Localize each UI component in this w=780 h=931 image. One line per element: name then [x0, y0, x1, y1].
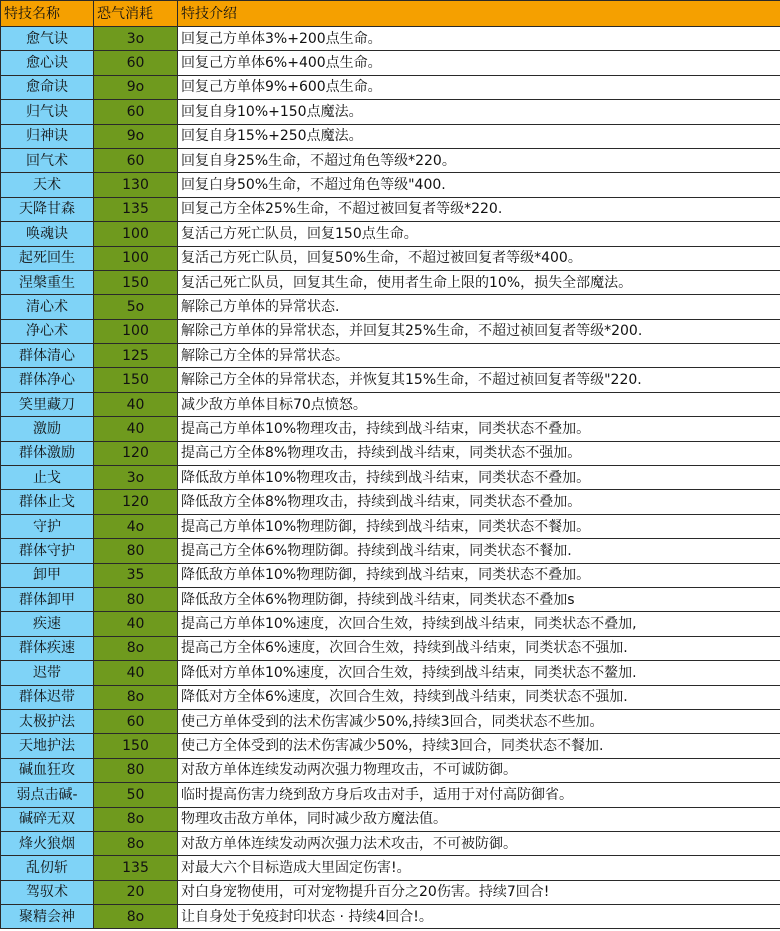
rage-cost-cell: 100: [94, 222, 178, 246]
table-body: [1, 27, 780, 929]
skill-description-cell: 复活己方死亡队员，回复50%生命，不超过被回复者等级*400。: [178, 246, 780, 270]
rage-cost-cell: 80: [94, 539, 178, 563]
table-row: [1, 807, 780, 831]
skill-description-cell: 降低对方单体10%速度，次回合生效，持续到战斗结束，同类状态不鳌加.: [178, 661, 780, 685]
skill-name-cell: 回气术: [1, 148, 94, 172]
rage-cost-cell: 125: [94, 344, 178, 368]
skill-description-cell: 回复己方单体9%+600点生命。: [178, 75, 780, 99]
skill-name-cell: 碱碎无双: [1, 807, 94, 831]
skill-name-cell: 群体守护: [1, 539, 94, 563]
skill-name-cell: 群体止戈: [1, 490, 94, 514]
rage-cost-cell: 80: [94, 758, 178, 782]
table-row: [1, 709, 780, 733]
skill-description-cell: 回复己方单体3%+200点生命。: [178, 27, 780, 51]
rage-cost-cell: 4o: [94, 514, 178, 538]
rage-cost-cell: 60: [94, 148, 178, 172]
table-row: [1, 539, 780, 563]
table-row: [1, 514, 780, 538]
rage-cost-cell: 100: [94, 319, 178, 343]
table-row: [1, 75, 780, 99]
skill-description-cell: 提高己方全体6%物理防御。持续到战斗结束，同类状态不餐加.: [178, 539, 780, 563]
skill-name-cell: 群体净心: [1, 368, 94, 392]
table-row: [1, 392, 780, 416]
skill-name-cell: 烽火狼烟: [1, 831, 94, 855]
rage-cost-cell: 5o: [94, 295, 178, 319]
rage-cost-cell: 8o: [94, 905, 178, 929]
table-row: [1, 222, 780, 246]
rage-cost-cell: 150: [94, 734, 178, 758]
rage-cost-cell: 80: [94, 587, 178, 611]
table-row: [1, 197, 780, 221]
rage-cost-cell: 8o: [94, 807, 178, 831]
rage-cost-cell: 120: [94, 441, 178, 465]
skill-description-cell: 回复自身10%+150点魔法。: [178, 100, 780, 124]
rage-cost-cell: 135: [94, 856, 178, 880]
skill-description-cell: 解除己方全体的异常状态，并恢复其15%生命，不超过祯回复者等级"220.: [178, 368, 780, 392]
rage-cost-cell: 8o: [94, 636, 178, 660]
table-row: [1, 246, 780, 270]
rage-cost-cell: 3o: [94, 27, 178, 51]
skill-description-cell: 降低敌方单体10%物理攻击，持续到战斗结束，同类状态不叠加。: [178, 466, 780, 490]
skill-description-cell: 提高己方单体10%物理防御，持续到战斗结束，同类状态不餐加。: [178, 514, 780, 538]
table-row: [1, 636, 780, 660]
table-row: [1, 831, 780, 855]
table-row: [1, 124, 780, 148]
table-row: [1, 417, 780, 441]
skill-name-cell: 笑里藏刀: [1, 392, 94, 416]
header-skill-name: 特技名称: [1, 1, 94, 27]
rage-cost-cell: 8o: [94, 831, 178, 855]
skill-description-cell: 复活己方死亡队员，回复150点生命。: [178, 222, 780, 246]
skill-description-cell: 对敌方单体连续发动两次强力法术攻击，不可被防御。: [178, 831, 780, 855]
skill-name-cell: 群体激励: [1, 441, 94, 465]
skill-name-cell: 愈气诀: [1, 27, 94, 51]
rage-cost-cell: 60: [94, 709, 178, 733]
skill-name-cell: 止戈: [1, 466, 94, 490]
skill-name-cell: 天降甘森: [1, 197, 94, 221]
table-row: [1, 563, 780, 587]
skill-name-cell: 太极护法: [1, 709, 94, 733]
skill-name-cell: 群体清心: [1, 344, 94, 368]
rage-cost-cell: 130: [94, 173, 178, 197]
skill-name-cell: 清心术: [1, 295, 94, 319]
rage-cost-cell: 9o: [94, 124, 178, 148]
header-rage-cost: 恐气消耗: [94, 1, 178, 27]
skill-description-cell: 解除己方全体的异常状态。: [178, 344, 780, 368]
skill-name-cell: 涅槃重生: [1, 270, 94, 294]
rage-cost-cell: 40: [94, 392, 178, 416]
skill-description-cell: 解除己方单体的异常状态.: [178, 295, 780, 319]
table-row: [1, 490, 780, 514]
skill-description-cell: 回复己方全体25%生命，不超过被回复者等级*220.: [178, 197, 780, 221]
skill-description-cell: 提高己方单体10%速度，次回合生效，持续到战斗结束，同类状态不叠加,: [178, 612, 780, 636]
table-row: [1, 612, 780, 636]
skill-description-cell: 降低敌方全体6%物理防御，持续到战斗结束，同类状态不叠加s: [178, 587, 780, 611]
header-skill-description: 特技介绍: [178, 1, 780, 27]
header-row: [1, 1, 780, 27]
rage-cost-cell: 135: [94, 197, 178, 221]
skill-name-cell: 天术: [1, 173, 94, 197]
rage-cost-cell: 150: [94, 368, 178, 392]
skill-description-cell: 减少敌方单体目标70点愤怒。: [178, 392, 780, 416]
rage-cost-cell: 60: [94, 100, 178, 124]
table-row: [1, 587, 780, 611]
skill-name-cell: 归神诀: [1, 124, 94, 148]
table-row: [1, 344, 780, 368]
skill-name-cell: 守护: [1, 514, 94, 538]
rage-cost-cell: 40: [94, 612, 178, 636]
table-row: [1, 51, 780, 75]
table-row: [1, 880, 780, 904]
rage-cost-cell: 120: [94, 490, 178, 514]
rage-cost-cell: 50: [94, 783, 178, 807]
rage-cost-cell: 150: [94, 270, 178, 294]
skill-description-cell: 提高己方全体6%速度，次回合生效，持续到战斗结束，同类状态不强加.: [178, 636, 780, 660]
skill-name-cell: 卸甲: [1, 563, 94, 587]
table-row: [1, 173, 780, 197]
skill-name-cell: 净心术: [1, 319, 94, 343]
skill-description-cell: 让自身处于免疫封印状态 · 持续4回合!。: [178, 905, 780, 929]
skill-name-cell: 碱血狂攻: [1, 758, 94, 782]
skill-name-cell: 愈命诀: [1, 75, 94, 99]
skill-name-cell: 天地护法: [1, 734, 94, 758]
skill-name-cell: 迟带: [1, 661, 94, 685]
skill-name-cell: 起死回生: [1, 246, 94, 270]
skill-name-cell: 疾速: [1, 612, 94, 636]
rage-cost-cell: 60: [94, 51, 178, 75]
rage-cost-cell: 9o: [94, 75, 178, 99]
table-row: [1, 856, 780, 880]
skill-description-cell: 对敌方单体连续发动两次强力物理攻击，不可诚防御。: [178, 758, 780, 782]
skill-description-cell: 回复自身25%生命，不超过角色等级*220。: [178, 148, 780, 172]
skill-description-cell: 复活己死亡队员，回复其生命，使用者生命上限的10%，损失全部魔法。: [178, 270, 780, 294]
rage-cost-cell: 8o: [94, 685, 178, 709]
skill-name-cell: 群体迟带: [1, 685, 94, 709]
skill-name-cell: 激励: [1, 417, 94, 441]
skill-description-cell: 提高己方单体10%物理攻击，持续到战斗结束，同类状态不叠加。: [178, 417, 780, 441]
table-row: [1, 758, 780, 782]
skill-description-cell: 降低敌方单体10%物理防御，持续到战斗结束，同类状态不叠加。: [178, 563, 780, 587]
table-row: [1, 905, 780, 929]
skill-description-cell: 提高己方全体8%物理攻击，持续到战斗结束，同类状态不强加。: [178, 441, 780, 465]
skill-name-cell: 归气诀: [1, 100, 94, 124]
rage-cost-cell: 35: [94, 563, 178, 587]
skill-description-cell: 对最大六个目标造成大里固定伤害!。: [178, 856, 780, 880]
skill-name-cell: 唤魂诀: [1, 222, 94, 246]
skill-name-cell: 弱点击碱-: [1, 783, 94, 807]
table-row: [1, 27, 780, 51]
table-row: [1, 783, 780, 807]
table-row: [1, 441, 780, 465]
skill-description-cell: 降低对方全体6%速度，次回合生效，持续到战斗结束，同类状态不强加.: [178, 685, 780, 709]
table-row: [1, 295, 780, 319]
table-row: [1, 319, 780, 343]
skill-description-cell: 物理攻击敌方单体，同时减少敌方魔法值。: [178, 807, 780, 831]
rage-cost-cell: 40: [94, 661, 178, 685]
rage-cost-cell: 100: [94, 246, 178, 270]
skill-name-cell: 驾驭术: [1, 880, 94, 904]
skill-description-cell: 降低敌方全体8%物理攻击，持续到战斗结束，同类状态不叠加。: [178, 490, 780, 514]
table-row: [1, 685, 780, 709]
table-row: [1, 100, 780, 124]
skill-name-cell: 乱仞斩: [1, 856, 94, 880]
skill-name-cell: 聚精会神: [1, 905, 94, 929]
skill-description-cell: 临时提高伤害力绕到敌方身后攻击对手，适用于对付高防御省。: [178, 783, 780, 807]
table-row: [1, 368, 780, 392]
rage-cost-cell: 3o: [94, 466, 178, 490]
rage-cost-cell: 20: [94, 880, 178, 904]
table-row: [1, 270, 780, 294]
skill-description-cell: 回复白身50%生命，不超过角色等级"400.: [178, 173, 780, 197]
table-row: [1, 734, 780, 758]
skill-description-cell: 回复自身15%+250点魔法。: [178, 124, 780, 148]
skill-description-cell: 使己方全体受到的法术伤害减少50%，持续3回合，同类状态不餐加.: [178, 734, 780, 758]
skill-name-cell: 愈心诀: [1, 51, 94, 75]
skill-name-cell: 群体疾速: [1, 636, 94, 660]
rage-cost-cell: 40: [94, 417, 178, 441]
skill-description-cell: 使己方单体受到的法术伤害减少50%,持续3回合，同类状态不些加。: [178, 709, 780, 733]
table-row: [1, 148, 780, 172]
skill-description-cell: 解除己方单体的异常状态，并回复其25%生命，不超过祯回复者等级*200.: [178, 319, 780, 343]
table-row: [1, 661, 780, 685]
skill-description-cell: 对白身宠物使用，可对宠物提升百分之20伤害。持续7回合!: [178, 880, 780, 904]
table-row: [1, 466, 780, 490]
skill-description-cell: 回复己方单体6%+400点生命。: [178, 51, 780, 75]
skill-name-cell: 群体卸甲: [1, 587, 94, 611]
